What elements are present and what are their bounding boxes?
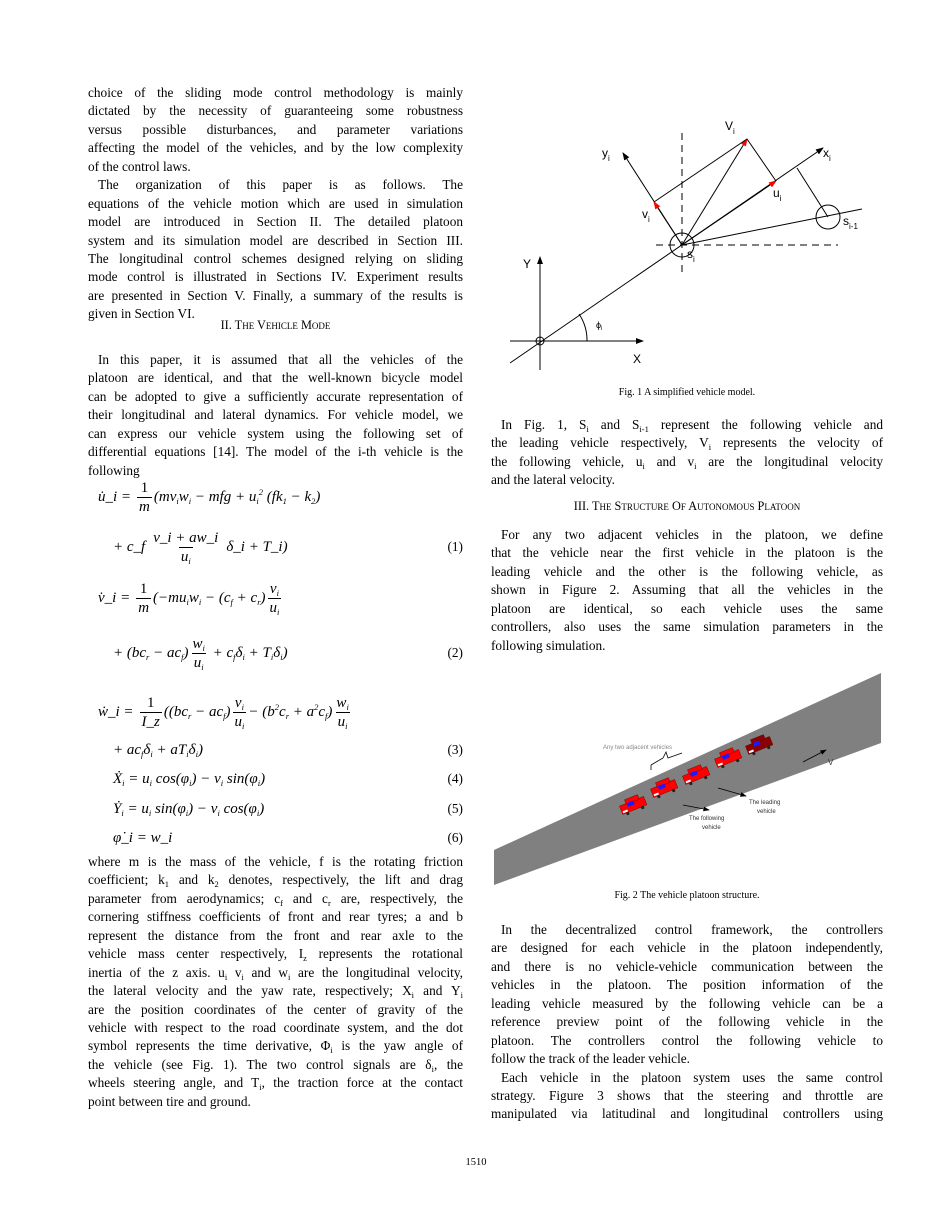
equation-number: (2) (447, 645, 463, 660)
text-line: their longitudinal and lateral dynamics. For vehicle model, we (88, 407, 463, 423)
text-line: and the lateral velocity. (491, 472, 615, 488)
paragraph-platoon-structure (491, 526, 883, 655)
Vi-arrow (682, 139, 747, 245)
numerator: v_i + aw_i (153, 529, 219, 546)
text-line: the leading vehicle respectively, $V_i$ represents the velocity of (491, 435, 883, 453)
denominator: $u_i$ (234, 713, 245, 731)
label-X: X (633, 352, 642, 366)
fraction (137, 479, 152, 516)
equation-term: − $(b^2c_r + a^2c_f)$ (248, 701, 333, 721)
equation-term: ($-mu_iw_i - (c_f + c_r)$ (153, 589, 266, 607)
text-line: choice of the sliding mode control methodology is mainly (88, 85, 463, 100)
text-line: equations of the vehicle motion which are used in simulation (88, 195, 463, 211)
equation-term: + $c_f\delta_i + T_i\delta_i$) (208, 644, 288, 662)
text-line: vehicle mass center respectively, $I_z$ represents the rotational (88, 946, 463, 964)
vi-arrow (654, 202, 682, 245)
label-phi: $\phi_i$ (596, 320, 603, 332)
text-line: symbol represents the time derivative, $\Phi_i$ is the yaw angle of (88, 1038, 463, 1056)
numerator: 1 (140, 479, 149, 496)
text-line: affecting the model of the vehicles, and by the low complexity (88, 140, 463, 156)
label-adjacent-vehicles: Any two adjacent vehicles (603, 745, 673, 751)
label-Vi: $V_i$ (725, 119, 735, 136)
fraction (268, 580, 282, 617)
denominator: I_z (141, 713, 160, 730)
label-leading-2: vehicle (757, 809, 776, 815)
label-following-1: The following (689, 816, 725, 822)
text-line: where m is the mass of the vehicle, f is the rotating friction (88, 854, 463, 869)
text-line: versus possible disturbances, and parameter variations (88, 121, 463, 137)
label-si-1: $s_{i-1}$ (843, 214, 858, 231)
text-line: following (88, 462, 140, 478)
figure-2-caption: Fig. 2 The vehicle platoon structure. (614, 890, 760, 901)
text-line: represent the distance from the front and rear axle to the (88, 927, 463, 943)
label-ui: $u_i$ (773, 186, 782, 203)
equation-term: u̇_i = (98, 488, 132, 505)
figure-2-platoon (491, 670, 883, 890)
text-line: are the position coordinates of the center of gravity of the (88, 1001, 463, 1017)
denominator: $u_i$ (269, 599, 280, 617)
fraction (151, 529, 220, 566)
text-line: can be adopted to give a sufficiently accurate representation of (88, 388, 463, 404)
text-line: given in Section VI. (88, 306, 195, 322)
angle-arc (579, 314, 587, 341)
fraction (140, 694, 162, 731)
equation-term: ($mv_iw_i$ − mfg + $u_i^2$ $(fk_1 - k_2)$ (153, 486, 321, 506)
fraction (233, 694, 247, 731)
paragraph-vehicle-model (88, 351, 463, 480)
text-line: In this paper, it is assumed that all the vehicles of the (98, 352, 463, 367)
equation-term: δ_i + T_i) (226, 538, 288, 555)
equation-term: + $ac_f\delta_i + aT_i\delta_i$) (113, 741, 203, 759)
text-line: wheels steering angle, and $T_i$, the traction force at the contact (88, 1075, 463, 1093)
text-line: system and its simulation model are described in Section III. (88, 232, 463, 248)
text-line: point between tire and ground. (88, 1093, 251, 1109)
text-line: platoon are identical, and that the well-known bicycle model (88, 370, 463, 386)
paragraph-control-strategy (491, 1069, 883, 1124)
paragraph-decentralized-control (491, 921, 883, 1069)
paragraph-definitions (88, 853, 463, 1111)
label-Y: Y (523, 257, 532, 271)
equation-6-line (113, 818, 463, 858)
paragraph-organization (88, 176, 463, 324)
numerator: 1 (139, 580, 148, 597)
text-line: following simulation. (491, 637, 606, 653)
equation-number: (4) (447, 771, 463, 786)
text-line: follow the track of the leader vehicle. (491, 1051, 690, 1067)
denominator: m (138, 599, 150, 616)
text-line: reference preview point of the following vehicle in the (491, 1014, 883, 1030)
section-heading-ii: II. The Vehicle Mode (220, 318, 331, 332)
text-line: model are introduced in Section II. The detailed platoon (88, 214, 463, 230)
denominator: m (139, 498, 150, 515)
text-line: manipulated via latitudinal and longitudinal controllers using (491, 1106, 883, 1122)
equation-number: (1) (447, 539, 463, 554)
text-line: platoon are identical, so each vehicle uses the same (491, 600, 883, 616)
projection-v (654, 139, 747, 202)
fraction (334, 694, 350, 731)
equation-number: (5) (447, 801, 463, 816)
text-line: are presented in Section V. Finally, a summary of the results is (88, 287, 463, 303)
text-line: the lateral velocity and the yaw rate, respectively; $X_i$ and $Y_i$ (88, 983, 463, 1001)
equation-number: (3) (447, 742, 463, 757)
equation-term: Ẏ$_i$ = $u_i$ $\sin(\varphi_i) - v_i$ $\cos(\varphi_i)$ (113, 800, 265, 818)
text-line: The longitudinal control schemes designed relying on sliding (88, 251, 463, 266)
equation-2-line (113, 633, 463, 673)
equation-3-line (98, 692, 463, 732)
text-line: the vehicle (see Fig. 1). The two control signals are $\delta_i$, the (88, 1056, 463, 1074)
text-line: strategy. Figure 3 shows that the steering and throttle are (491, 1088, 883, 1104)
section-heading-iii: III. The Structure Of Autonomous Platoon (573, 499, 801, 513)
brace (651, 752, 682, 765)
numerator: 1 (146, 694, 155, 711)
equation-term: φ̇_i = w_i (113, 829, 173, 846)
label-leading-1: The leading (749, 800, 781, 806)
label-yi: $y_i$ (602, 146, 610, 163)
text-line: of the control laws. (88, 158, 191, 174)
text-line: dictated by the necessity of guaranteeing some robustness (88, 103, 463, 119)
text-line: leading vehicle measured by the following vehicle can be a (491, 995, 883, 1011)
numerator: $v_i$ (269, 580, 279, 598)
text-line: platoon. The controllers control the following vehicle to (491, 1032, 883, 1048)
text-line: leading vehicle and the other is the following vehicle, as (491, 563, 883, 579)
text-line: differential equations [14]. The model of the i-th vehicle is the (88, 444, 463, 460)
numerator: $w_i$ (336, 694, 349, 712)
text-line: In the decentralized control framework, the controllers (501, 922, 883, 937)
equation-term: ẇ_i = (98, 703, 134, 720)
fraction (191, 635, 207, 672)
equation-term: Ẋ$_i$ = $u_i$ $\cos(\varphi_i) - v_i$ $\sin(\varphi_i)$ (113, 770, 266, 788)
numerator: $v_i$ (234, 694, 244, 712)
label-xi: $x_i$ (823, 146, 831, 163)
text-line: In Fig. 1, $S_i$ and $S_{i-1}$ represent the following vehicle and (501, 417, 884, 434)
text-line: cornering stiffness coefficients of front and rear tyres; a and b (88, 909, 463, 925)
text-line: the following vehicle, $u_i$ and $v_i$ are the longitudinal velocity (491, 453, 883, 471)
label-velocity: V (828, 758, 834, 767)
paragraph-continuation (88, 84, 463, 176)
figure-1-vehicle-model (490, 100, 880, 380)
label-vi: $v_i$ (642, 207, 650, 224)
figure-1-caption: Fig. 1 A simplified vehicle model. (618, 387, 756, 398)
denominator: $u_i$ (193, 654, 204, 672)
projection-u (747, 139, 776, 181)
text-line: can express our vehicle system using the following set of (88, 425, 463, 441)
equation-1-line (98, 477, 463, 517)
text-line: The organization of this paper is as follows. The (98, 177, 463, 193)
leader-projection (797, 168, 828, 217)
text-line: mode control is illustrated in Sections IV. Experiment results (88, 269, 463, 285)
text-line: Each vehicle in the platoon system uses the same control (501, 1069, 883, 1085)
text-line: controllers, also uses the same simulation parameters in the (491, 619, 883, 635)
label-following-2: vehicle (702, 825, 721, 831)
label-si: $s_i$ (687, 247, 695, 264)
text-line: coefficient; $k_1$ and $k_2$ denotes, respectively, the lift and drag (88, 872, 463, 890)
fraction (136, 580, 151, 617)
text-line: shown in Figure 2. Assuming that all the vehicles in the (491, 582, 883, 598)
equation-term: + c_f (113, 538, 146, 555)
equation-number: (6) (447, 830, 463, 845)
text-line: vehicles in the platoon. The position information of the (491, 977, 883, 993)
numerator: $w_i$ (192, 635, 205, 653)
text-line: vehicle with respect to the road coordinate system, and the dot (88, 1019, 463, 1035)
text-line: that the vehicle near the first vehicle in the platoon is the (491, 545, 883, 561)
equation-term: v̇_i = (98, 589, 131, 606)
equation-term: ($(bc_r - ac_f)$ (163, 703, 231, 721)
text-line: parameter from aerodynamics; $c_f$ and $c_r$ are, respectively, the (88, 890, 464, 908)
text-line: For any two adjacent vehicles in the platoon, we define (501, 527, 883, 542)
page-number: 1510 (465, 1157, 487, 1168)
equation-term: + $(bc_r - ac_f)$ (113, 644, 189, 662)
equation-2-line (98, 578, 463, 618)
text-line: are designed for each vehicle in the platoon independently, (491, 940, 883, 956)
equation-1-line (113, 527, 463, 567)
denominator: $u_i$ (337, 713, 348, 731)
text-line: and there is no vehicle-vehicle communication between the (491, 958, 883, 974)
denominator: $u_i$ (180, 548, 191, 566)
paragraph-fig1-explanation (491, 416, 883, 490)
text-line: inertia of the z axis. $u_i$ $v_i$ and $w_i$ are the longitudinal velocity, (88, 964, 463, 982)
